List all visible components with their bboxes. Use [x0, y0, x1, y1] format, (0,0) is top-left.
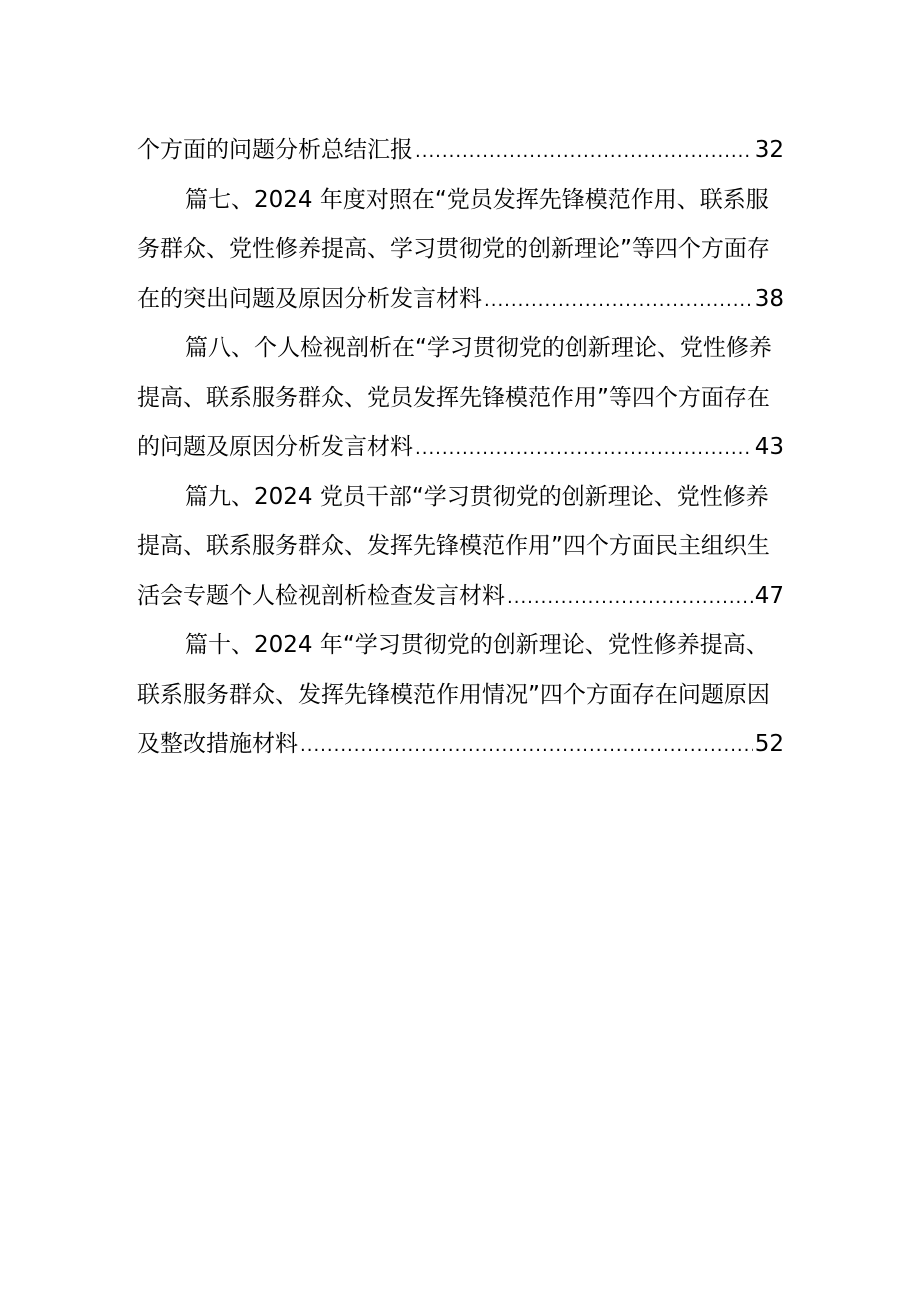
- toc-entry-8-line-3: [137, 423, 784, 473]
- toc-entry-text: 在的突出问题及原因分析发言材料: [137, 285, 482, 312]
- toc-entry-10-line-2: 联系服务群众、发挥先锋模范作用情况”四个方面存在问题原因: [137, 681, 770, 708]
- toc-entry-7-line-1: 篇七、2024 年度对照在“党员发挥先锋模范作用、联系服: [185, 186, 769, 213]
- toc-entry-9-line-3: [137, 572, 784, 622]
- toc-entry-8-line-1: 篇八、个人检视剖析在“学习贯彻党的创新理论、党性修养: [185, 335, 772, 361]
- toc-entry-7-line-2: 务群众、党性修养提高、学习贯彻党的创新理论”等四个方面存: [137, 236, 770, 262]
- toc-entry-10-line-3: [137, 720, 784, 770]
- dot-leader: [415, 424, 753, 473]
- toc-page-number: 38: [754, 285, 784, 312]
- toc-entry-7-line-3: [137, 275, 784, 325]
- toc-entry-text: 活会专题个人检视剖析检查发言材料: [137, 582, 505, 609]
- table-of-contents: [137, 126, 784, 770]
- toc-page-number: 43: [754, 434, 784, 460]
- toc-page-number: 52: [754, 731, 784, 757]
- toc-page-number: 47: [754, 582, 784, 609]
- dot-leader: [484, 276, 753, 325]
- toc-entry-8-line-2: 提高、联系服务群众、党员发挥先锋模范作用”等四个方面存在: [137, 384, 770, 411]
- dot-leader: [415, 127, 753, 176]
- toc-entry-10-line-1: 篇十、2024 年“学习贯彻党的创新理论、党性修养提高、: [185, 632, 769, 658]
- toc-entry-text: 个方面的问题分析总结汇报: [137, 137, 413, 163]
- toc-entry-9-line-2: 提高、联系服务群众、发挥先锋模范作用”四个方面民主组织生: [137, 533, 770, 559]
- toc-entry-text: 及整改措施材料: [137, 731, 298, 757]
- toc-entry-continued: [137, 126, 784, 176]
- dot-leader: [300, 721, 753, 770]
- toc-page-number: 32: [754, 137, 784, 163]
- toc-entry-text: 的问题及原因分析发言材料: [137, 434, 413, 460]
- toc-entry-9-line-1: 篇九、2024 党员干部“学习贯彻党的创新理论、党性修养: [185, 483, 769, 510]
- dot-leader: [507, 573, 753, 622]
